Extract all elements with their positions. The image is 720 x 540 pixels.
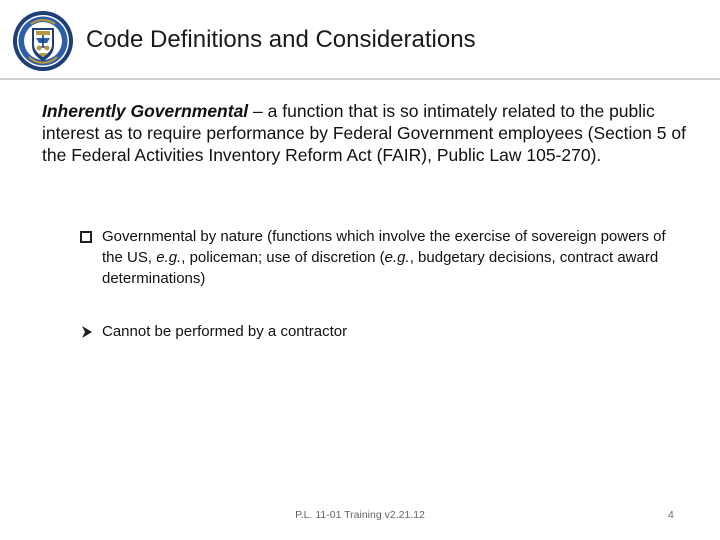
bullet-governmental-by-nature	[80, 226, 690, 289]
definition-term: Inherently Governmental	[42, 101, 249, 121]
bullet-text-part: , budgetary decisions, contract award determinations)	[102, 249, 659, 287]
slide-title: Code Definitions and Considerations	[86, 26, 476, 53]
slide-footer: P.L. 11-01 Training v2.21.12	[295, 509, 425, 521]
treasury-seal-icon	[12, 10, 74, 72]
definition-text: a function that is so intimately related to the public interest as to require performance by Federal Government employees (Section 5 of the Federal Activities Inventory Reform Act (FAIR), Public Law 105-270).	[42, 101, 686, 165]
bullet-italic-eg: e.g.	[384, 249, 410, 266]
header-divider	[0, 78, 720, 80]
bullet-text	[102, 226, 690, 289]
bullet-text-part: Governmental by nature (functions which involve the exercise of sovereign powers of the US,	[102, 228, 666, 266]
definition-dash: –	[248, 101, 268, 121]
arrow-bullet-icon	[80, 321, 102, 342]
bullet-italic-eg: e.g.	[156, 249, 182, 266]
bullet-text-part: , policeman; use of discretion (	[181, 249, 385, 266]
page-number: 4	[668, 509, 674, 521]
bullet-text: Cannot be performed by a contractor	[102, 323, 348, 340]
checkbox-bullet-icon	[80, 226, 102, 247]
definition-paragraph	[42, 100, 692, 166]
bullet-cannot-be-performed	[80, 321, 690, 342]
